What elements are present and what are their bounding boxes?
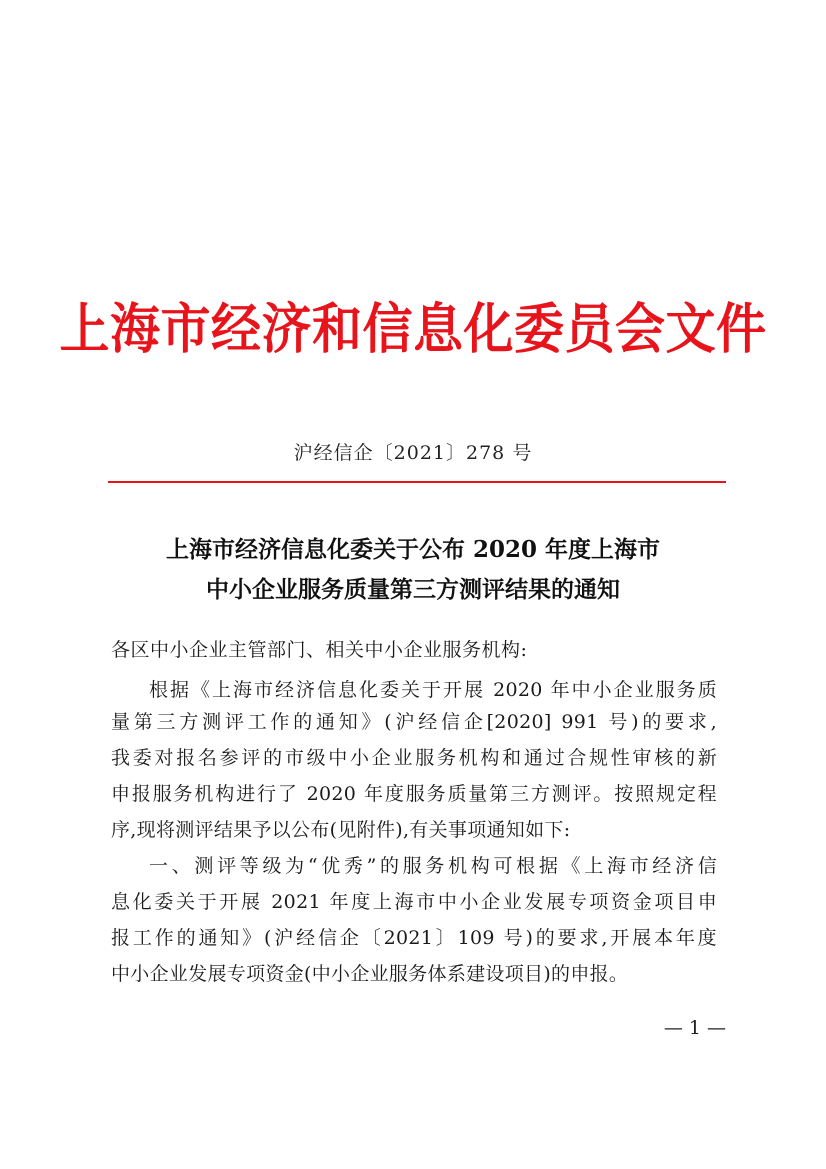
document-number: 沪经信企〔2021〕278 号: [293, 442, 533, 464]
body-text-line: 报工作的通知》(沪经信企〔2021〕109 号)的要求,开展本年度: [111, 927, 717, 949]
notice-title-line: 上海市经济信息化委关于公布 2020 年度上海市: [165, 536, 661, 563]
body-text-line: 量第三方测评工作的通知》(沪经信企[2020] 991 号)的要求,: [111, 711, 717, 733]
red-divider-line: [108, 481, 726, 483]
body-text-line: 我委对报名参评的市级中小企业服务机构和通过合规性审核的新: [111, 747, 717, 769]
body-text-line: 申报服务机构进行了 2020 年度服务质量第三方测评。按照规定程: [111, 783, 717, 805]
body-text-line: 一、测评等级为“优秀”的服务机构可根据《上海市经济信: [149, 855, 717, 877]
page-number: — 1 —: [663, 1017, 726, 1039]
notice-title-line: 中小企业服务质量第三方测评结果的通知: [206, 576, 620, 603]
body-text-line: 根据《上海市经济信息化委关于开展 2020 年中小企业服务质: [149, 679, 717, 701]
body-text-line: 息化委关于开展 2021 年度上海市中小企业发展专项资金项目申: [111, 891, 717, 913]
salutation: 各区中小企业主管部门、相关中小企业服务机构:: [111, 639, 528, 661]
body-text-line: 中小企业发展专项资金(中小企业服务体系建设项目)的申报。: [111, 963, 629, 985]
agency-header: 上海市经济和信息化委员会文件: [59, 296, 767, 361]
notice-title: [0, 530, 826, 610]
body-text-line: 序,现将测评结果予以公布(见附件),有关事项通知如下:: [111, 819, 571, 841]
